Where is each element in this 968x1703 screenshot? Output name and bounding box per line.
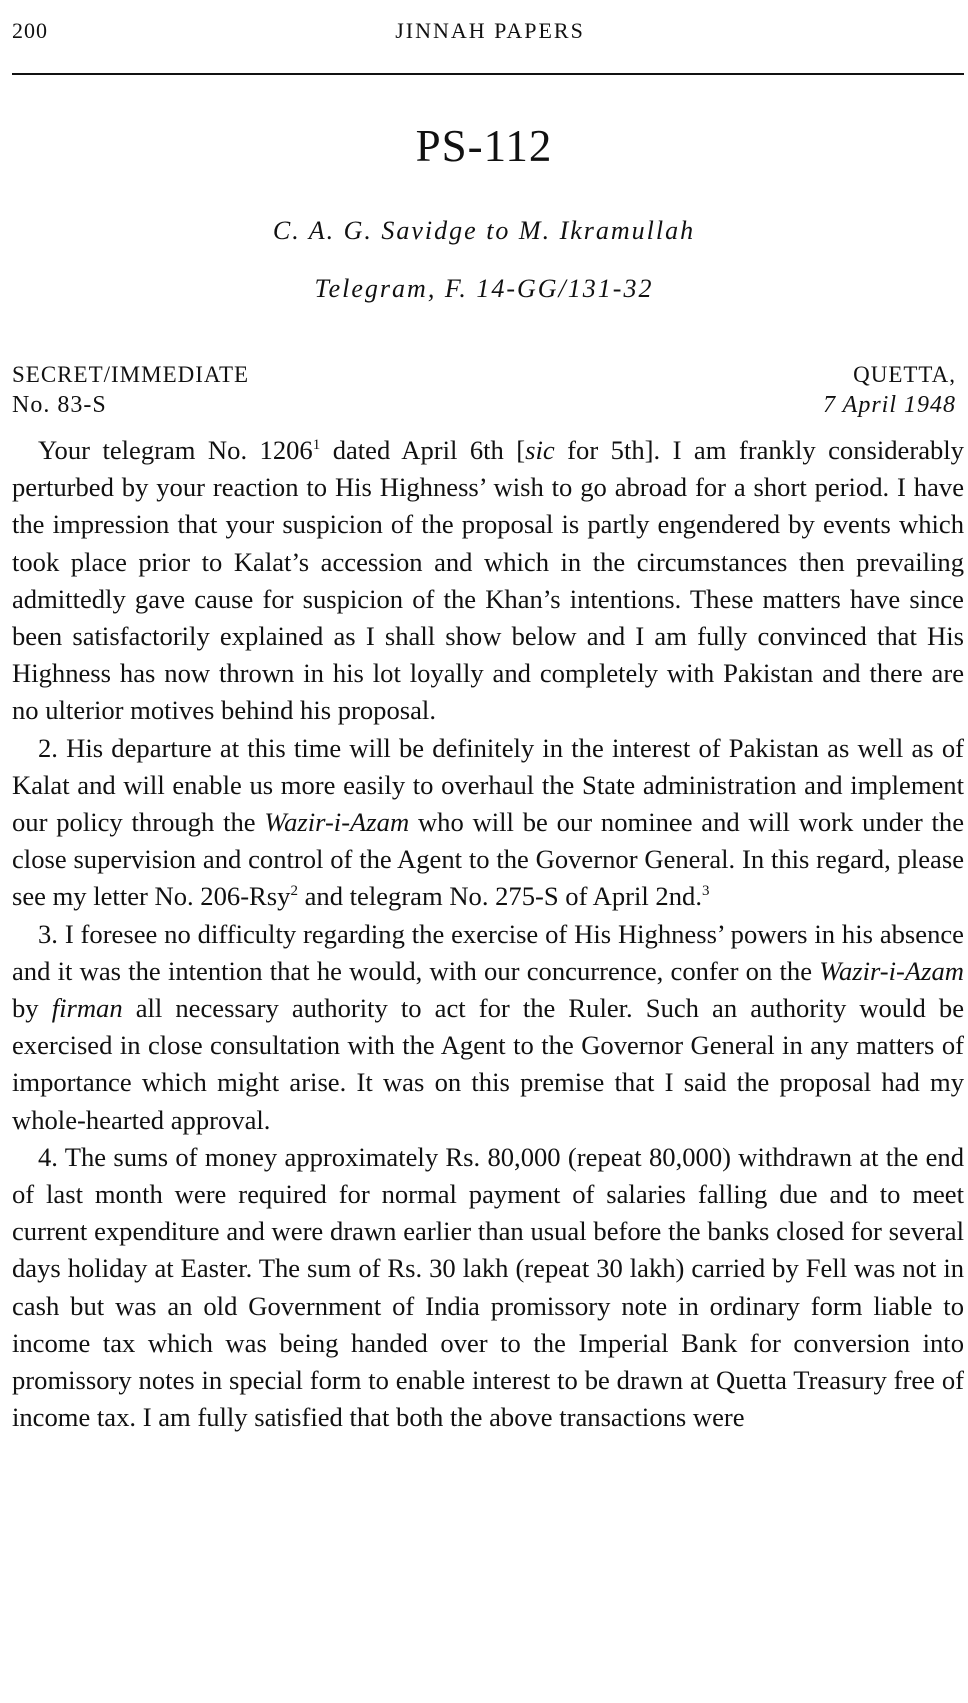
page-number: 200 [12, 18, 48, 43]
classification: SECRET/IMMEDIATE [12, 362, 250, 387]
running-title: JINNAH PAPERS [395, 18, 585, 43]
document-from-to: C. A. G. Savidge to M. Ikramullah [272, 216, 696, 245]
paragraph-4: 4. The sums of money approximately Rs. 80,000 (repeat 80,000) withdrawn at the end of last month were required for normal payment of salaries falling due and to meet current expenditure and were drawn earlier than usual before the banks closed for several days holiday at Easter. The sum of Rs. 30 lakh (repeat 30 lakh) carried by Fell was not in cash but was an old Government of India promissory note in ordinary form liable to income tax which was being handed over to the Imperial Bank for conversion into promissory notes in special form to enable interest to be drawn at Quetta Treasury free of income tax. I am fully satisfied that both the above transactions were [12, 1141, 964, 1433]
paragraph-2: 2. His departure at this time will be definitely in the interest of Pakistan as well as of Kalat and will enable us more easily to overhaul the State administration and implement our policy through the Wazir-i-Azam who will be our nominee and will work under the close supervision and control of the Agent to the Governor General. In this regard, please see my letter No. 206-Rsy$^2$ and telegram No. 275-S of April 2nd.$^3$ [12, 732, 965, 912]
paragraph-1: Your telegram No. 1206$^1$ dated April 6th [sic for 5th]. I am frankly considerably perturbed by your reaction to His Highness’ wish to go abroad for a short period. I have the impression that your suspicion of the proposal is partly engendered by events which took place prior to Kalat’s accession and which in the circumstances then prevailing admittedly gave cause for suspicion of the Khan’s intentions. These matters have since been satisfactorily explained as I shall show below and I am fully convinced that His Highness has now thrown in his lot loyally and completely with Pakistan and there are no ulterior motives behind his proposal. [12, 435, 964, 726]
letter-body [12, 432, 964, 1436]
page-header [12, 14, 968, 54]
footnote-ref: 1 [312, 437, 321, 454]
paragraph-3: 3. I foresee no difficulty regarding the exercise of His Highness’ powers in his absence and it was the intention that he would, with our concurrence, confer on the Wazir-i-Azam by firman all necessary authority to act for the Ruler. Such an authority would be exercised in close consultation with the Agent to the Governor General in any matters of importance which might arise. It was on this premise that I said the proposal had my whole-hearted approval. [12, 918, 964, 1135]
header-rule [12, 73, 964, 75]
date: 7 April 1948 [823, 392, 956, 418]
footnote-ref: 3 [701, 883, 710, 900]
footnote-ref: 2 [290, 883, 298, 900]
telegram-number: No. 83-S [12, 392, 107, 418]
document-number: PS-112 [415, 121, 553, 171]
document-reference: Telegram, F. 14-GG/131-32 [314, 274, 654, 303]
place: QUETTA, [853, 362, 956, 387]
